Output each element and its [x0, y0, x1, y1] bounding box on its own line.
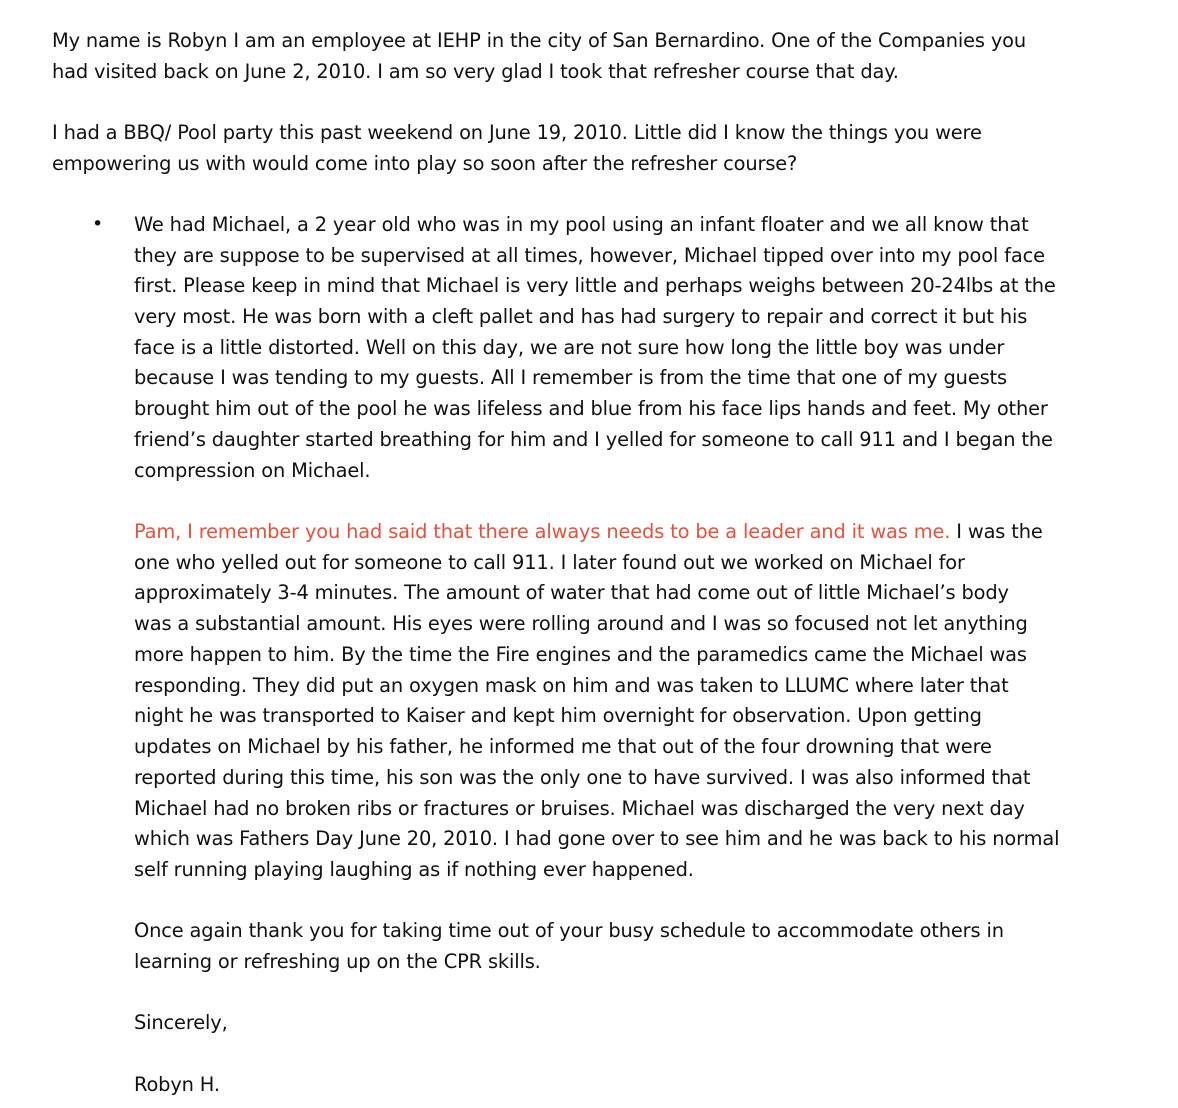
leader-line — [134, 516, 1043, 547]
incident-line: We had Michael, a 2 year old who was in my pool using an infant floater and we all know that — [134, 213, 1029, 236]
thanks-line: Once again thank you for taking time out of your busy schedule to accommodate others in — [134, 919, 1004, 942]
outcome-line: reported during this time, his son was the only one to have survived. I was also informed that — [134, 766, 1031, 789]
outcome-line: Michael had no broken ribs or fractures or bruises. Michael was discharged the very next day — [134, 797, 1025, 820]
incident-line: very most. He was born with a cleft pallet and has had surgery to repair and correct it but his — [134, 305, 1028, 328]
outcome-line: self running playing laughing as if nothing ever happened. — [134, 858, 694, 881]
outcome-line: approximately 3-4 minutes. The amount of water that had come out of little Michael’s body — [134, 581, 1009, 604]
leader-rest: I was the — [950, 520, 1043, 543]
intro-line: had visited back on June 2, 2010. I am so very glad I took that refresher course that day. — [52, 60, 899, 83]
thanks-line: learning or refreshing up on the CPR skills. — [134, 950, 541, 973]
incident-line: face is a little distorted. Well on this day, we are not sure how long the little boy was under — [134, 336, 1005, 359]
signature: Robyn H. — [134, 1073, 220, 1096]
outcome-line: was a substantial amount. His eyes were rolling around and I was so focused not let anything — [134, 612, 1028, 635]
bullet-marker: • — [92, 213, 104, 235]
incident-line: first. Please keep in mind that Michael is very little and perhaps weighs between 20-24lbs at the — [134, 274, 1056, 297]
incident-line: they are suppose to be supervised at all times, however, Michael tipped over into my pool face — [134, 244, 1045, 267]
party-line: I had a BBQ/ Pool party this past weekend on June 19, 2010. Little did I know the things you were — [52, 121, 982, 144]
party-line: empowering us with would come into play so soon after the refresher course? — [52, 152, 798, 175]
closing: Sincerely, — [134, 1011, 228, 1034]
intro-line: My name is Robyn I am an employee at IEHP in the city of San Bernardino. One of the Companies you — [52, 29, 1027, 52]
outcome-line: night he was transported to Kaiser and kept him overnight for observation. Upon getting — [134, 704, 982, 727]
incident-line: because I was tending to my guests. All I remember is from the time that one of my guests — [134, 366, 1007, 389]
leader-highlight: Pam, I remember you had said that there always needs to be a leader and it was me. — [134, 520, 951, 543]
outcome-line: more happen to him. By the time the Fire engines and the paramedics came the Michael was — [134, 643, 1027, 666]
outcome-line: updates on Michael by his father, he informed me that out of the four drowning that were — [134, 735, 992, 758]
outcome-line: one who yelled out for someone to call 911. I later found out we worked on Michael for — [134, 551, 965, 574]
incident-line: compression on Michael. — [134, 459, 371, 482]
outcome-line: which was Fathers Day June 20, 2010. I had gone over to see him and he was back to his normal — [134, 827, 1060, 850]
incident-line: brought him out of the pool he was lifeless and blue from his face lips hands and feet. My other — [134, 397, 1048, 420]
incident-line: friend’s daughter started breathing for him and I yelled for someone to call 911 and I began the — [134, 428, 1053, 451]
outcome-line: responding. They did put an oxygen mask on him and was taken to LLUMC where later that — [134, 674, 1009, 697]
